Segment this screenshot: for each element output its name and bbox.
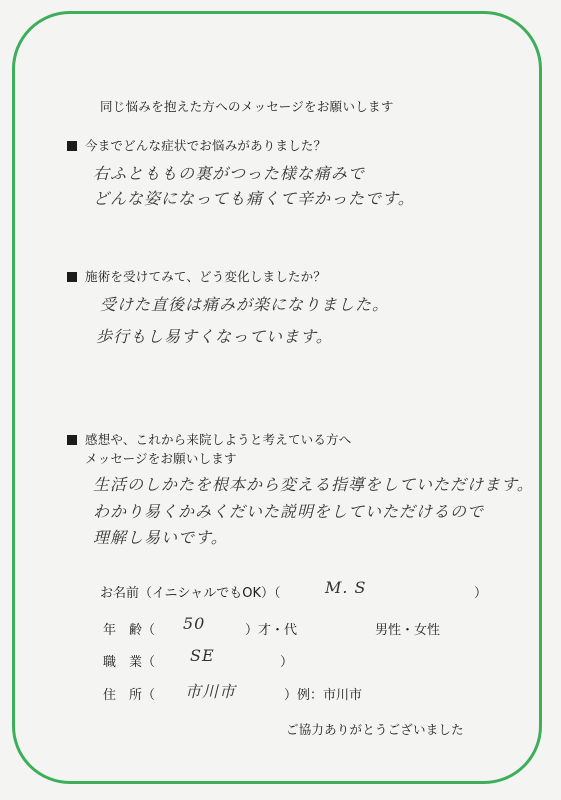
question-impressions <box>67 430 351 448</box>
question-label: 今までどんな症状でお悩みがありました？ <box>85 138 327 153</box>
answer-line: 右ふとももの裏がつった様な痛みで <box>93 164 365 183</box>
question-change <box>67 267 326 285</box>
address-example: ）例：市川市 <box>284 688 363 703</box>
question-label: 施術を受けてみて、どう変化しましたか？ <box>85 269 327 284</box>
address-label: 住 所（ <box>103 688 156 703</box>
question-label-line2: メッセージをお願いします <box>85 451 237 466</box>
name-value: M. S <box>325 578 367 597</box>
job-value: SE <box>190 646 215 665</box>
answer-line: 歩行もし易すくなっています。 <box>96 327 333 346</box>
job-close: ） <box>280 655 294 670</box>
answer-line: 理解し易いです。 <box>93 528 228 547</box>
bullet-square-icon <box>67 141 77 151</box>
name-label: お名前（イニシャルでもOK）（ <box>100 586 281 601</box>
age-label: 年 齢（ <box>103 623 156 638</box>
name-close: ） <box>474 586 488 601</box>
form-border <box>12 11 542 784</box>
question-label: 感想や、これから来院しようと考えている方へ <box>85 432 352 447</box>
job-label: 職 業（ <box>103 655 156 670</box>
thanks-text: ご協力ありがとうございました <box>286 722 464 737</box>
age-suffix: ）才・代 <box>245 623 298 638</box>
form-title: 同じ悩みを抱えた方へのメッセージをお願いします <box>100 99 394 114</box>
question-symptoms <box>67 136 326 154</box>
answer-line: 生活のしかたを根本から変える指導をしていただけます。 <box>93 475 534 494</box>
address-value: 市川市 <box>185 682 237 701</box>
answer-line: どんな姿になっても痛くて辛かったです。 <box>93 189 415 208</box>
answer-line: わかり易くかみくだいた説明をしていただけるので <box>93 502 485 521</box>
answer-line: 受けた直後は痛みが楽になりました。 <box>100 295 390 314</box>
gender-label: 男性・女性 <box>375 623 441 638</box>
age-value: 50 <box>183 614 206 633</box>
bullet-square-icon <box>67 272 77 282</box>
bullet-square-icon <box>67 435 77 445</box>
